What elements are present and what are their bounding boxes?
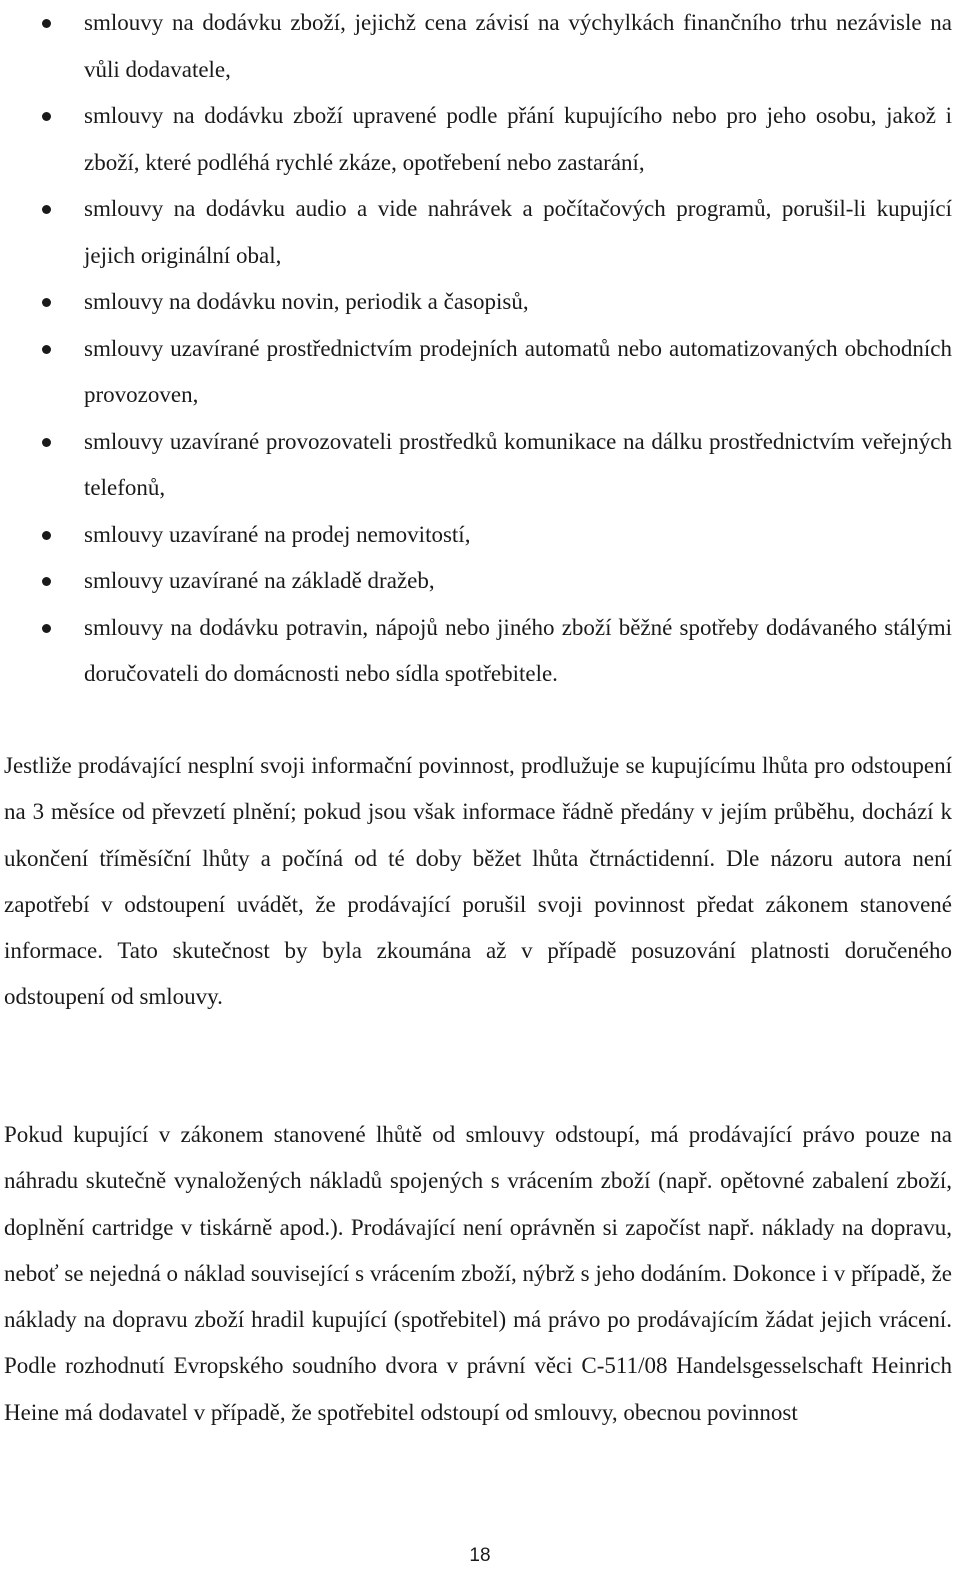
list-item (0, 0, 960, 93)
list-item (0, 279, 960, 326)
bullet-icon (42, 577, 51, 586)
bullet-icon (42, 112, 51, 121)
bullet-icon (42, 205, 51, 214)
list-item-text: smlouvy na dodávku audio a vide nahrávek a počítačových programů, porušil-li kupující jejich originální obal, (84, 196, 952, 268)
page-number: 18 (469, 1545, 491, 1566)
list-item-text: smlouvy na dodávku potravin, nápojů nebo jiného zboží běžné spotřeby dodávaného stálými doručovateli do domácnosti nebo sídla spotřebitele. (84, 614, 952, 686)
list-item (0, 512, 960, 559)
bullet-icon (42, 345, 51, 354)
list-item (0, 558, 960, 605)
list-item (0, 419, 960, 512)
bullet-icon (42, 438, 51, 447)
list-item-text: smlouvy na dodávku zboží, jejichž cena závisí na výchylkách finančního trhu nezávisle na vůli dodavatele, (84, 10, 952, 82)
bullet-icon (42, 298, 51, 307)
bullet-icon (42, 531, 51, 540)
paragraph-information-duty: Jestliže prodávající nesplní svoji informační povinnost, prodlužuje se kupujícímu lhůta pro odstoupení na 3 měsíce od převzetí plnění; pokud jsou však informace řádně předány v jejím průběhu, dochází k ukončení tříměsíční lhůty a počíná od té doby běžet lhůta čtrnáctidenní. Dle názoru autora není zapotřebí v odstoupení uvádět, že prodávající porušil svoji povinnost předat zákonem stanovené informace. Tato skutečnost by byla zkoumána až v případě posuzování platnosti doručeného odstoupení od smlouvy. (4, 753, 952, 1010)
bullet-icon (42, 624, 51, 633)
list-item-text: smlouvy uzavírané na prodej nemovitostí, (84, 521, 471, 547)
paragraph-withdrawal-costs: Pokud kupující v zákonem stanovené lhůtě od smlouvy odstoupí, má prodávající právo pouze na náhradu skutečně vynaložených nákladů spojených s vrácením zboží (např. opětovné zabalení zboží, doplnění cartridge v tiskárně apod.). Prodávající není oprávněn si započíst např. náklady na dopravu, neboť se nejedná o náklad související s vrácením zboží, nýbrž s jeho dodáním. Dokonce i v případě, že náklady na dopravu zboží hradil kupující (spotřebitel) má právo po prodávajícím žádat jejich vrácení. Podle rozhodnutí Evropského soudního dvora v právní věci C-511/08 Handelsgesselschaft Heinrich Heine má dodavatel v případě, že spotřebitel odstoupí od smlouvy, obecnou povinnost (4, 1122, 952, 1425)
list-item (0, 93, 960, 186)
bullet-icon (42, 19, 51, 28)
list-item (0, 326, 960, 419)
list-item-text: smlouvy na dodávku zboží upravené podle přání kupujícího nebo pro jeho osobu, jakož i zboží, které podléhá rychlé zkáze, opotřebení nebo zastarání, (84, 103, 952, 175)
list-item (0, 605, 960, 698)
list-item-text: smlouvy uzavírané na základě dražeb, (84, 568, 435, 593)
list-item-text: smlouvy na dodávku novin, periodik a časopisů, (84, 289, 529, 314)
exceptions-bullet-list (0, 0, 960, 698)
list-item (0, 186, 960, 279)
list-item-text: smlouvy uzavírané provozovateli prostředků komunikace na dálku prostřednictvím veřejných telefonů, (84, 428, 952, 500)
list-item-text: smlouvy uzavírané prostřednictvím prodejních automatů nebo automatizovaných obchodních provozoven, (84, 335, 952, 407)
